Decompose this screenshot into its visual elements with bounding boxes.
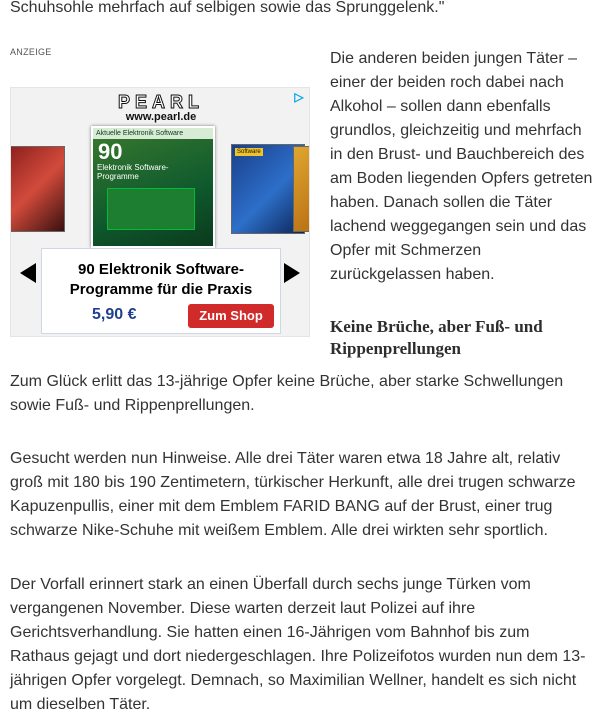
adchoices-icon[interactable]: ▷ bbox=[294, 90, 304, 104]
product-box-number: 90 bbox=[98, 139, 123, 164]
product-box-image-center[interactable] bbox=[91, 126, 215, 248]
article-subheading: Keine Brüche, aber Fuß- und Rippenprellungen bbox=[330, 317, 543, 358]
ad-label: ANZEIGE bbox=[10, 47, 52, 57]
ad-banner[interactable] bbox=[10, 87, 310, 337]
ad-brand-logo[interactable] bbox=[11, 93, 310, 123]
article-paragraph-1: Zum Glück erlitt das 13-jährige Opfer keine Brüche, aber starke Schwellungen sowie Fuß- und Rippenprellungen. bbox=[10, 373, 564, 414]
ad-brand-name: PEARL bbox=[117, 92, 204, 112]
ad-offer-title[interactable]: 90 Elektronik Software-Programme für die Praxis bbox=[69, 261, 253, 298]
article-paragraph-2: Gesucht werden nun Hinweise. Alle drei Täter waren etwa 18 Jahre alt, relativ groß mit 180 bis 190 Zentimetern, türkischer Herkunft, alle drei trugen schwarze Kapuzenpullis, einer mit dem Emblem FARID BANG auf der Brust, einer trug schwarze Nike-Schuhe mit weißem Emblem. Alle drei wirkten sehr sportlich. bbox=[10, 450, 576, 539]
article-paragraph-top: Schuhsohle mehrfach auf selbigen sowie das Sprunggelenk." bbox=[10, 0, 445, 16]
shop-button[interactable]: Zum Shop bbox=[188, 304, 274, 328]
triangle-right-icon[interactable] bbox=[284, 263, 300, 283]
triangle-left-icon[interactable] bbox=[20, 263, 36, 283]
product-box-header: Aktuelle Elektronik Software bbox=[93, 128, 213, 139]
product-box-image-left[interactable] bbox=[10, 146, 65, 232]
ad-product-carousel[interactable] bbox=[11, 126, 310, 248]
ad-price: 5,90 € bbox=[92, 306, 137, 323]
product-box-subtitle: Elektronik Software-Programme bbox=[97, 163, 169, 181]
ad-offer-card[interactable] bbox=[41, 248, 281, 334]
product-box-tag: Software bbox=[237, 149, 261, 155]
product-box-image-far-right[interactable] bbox=[293, 146, 310, 232]
circuit-board-image bbox=[107, 188, 195, 230]
ad-brand-url: www.pearl.de bbox=[125, 111, 197, 123]
article-paragraph-3: Der Vorfall erinnert stark an einen Überfall durch sechs junge Türken vom vergangenen November. Diese warten derzeit laut Polizei auf ihre Gerichtsverhandlung. Sie hatten einen 16-Jährigen vom Bahnhof bis zum Rathaus gejagt und dort niedergeschlagen. Ihre Polizeifotos wurden nun dem 13-jährigen Opfer vorgelegt. Demnach, so Maximilian Wellner, handelt es sich nicht um dieselben Täter. bbox=[10, 576, 586, 713]
article-paragraph-right: Die anderen beiden jungen Täter – einer der beiden roch dabei nach Alkohol – sollen dann ebenfalls grundlos, gleichzeitig und mehrfach in den Brust- und Bauchbereich des am Boden liegenden Opfers getreten haben. Danach sollen die Täter lachend weggegangen sein und das Opfer mit Schmerzen zurückgelassen haben. bbox=[330, 50, 593, 283]
